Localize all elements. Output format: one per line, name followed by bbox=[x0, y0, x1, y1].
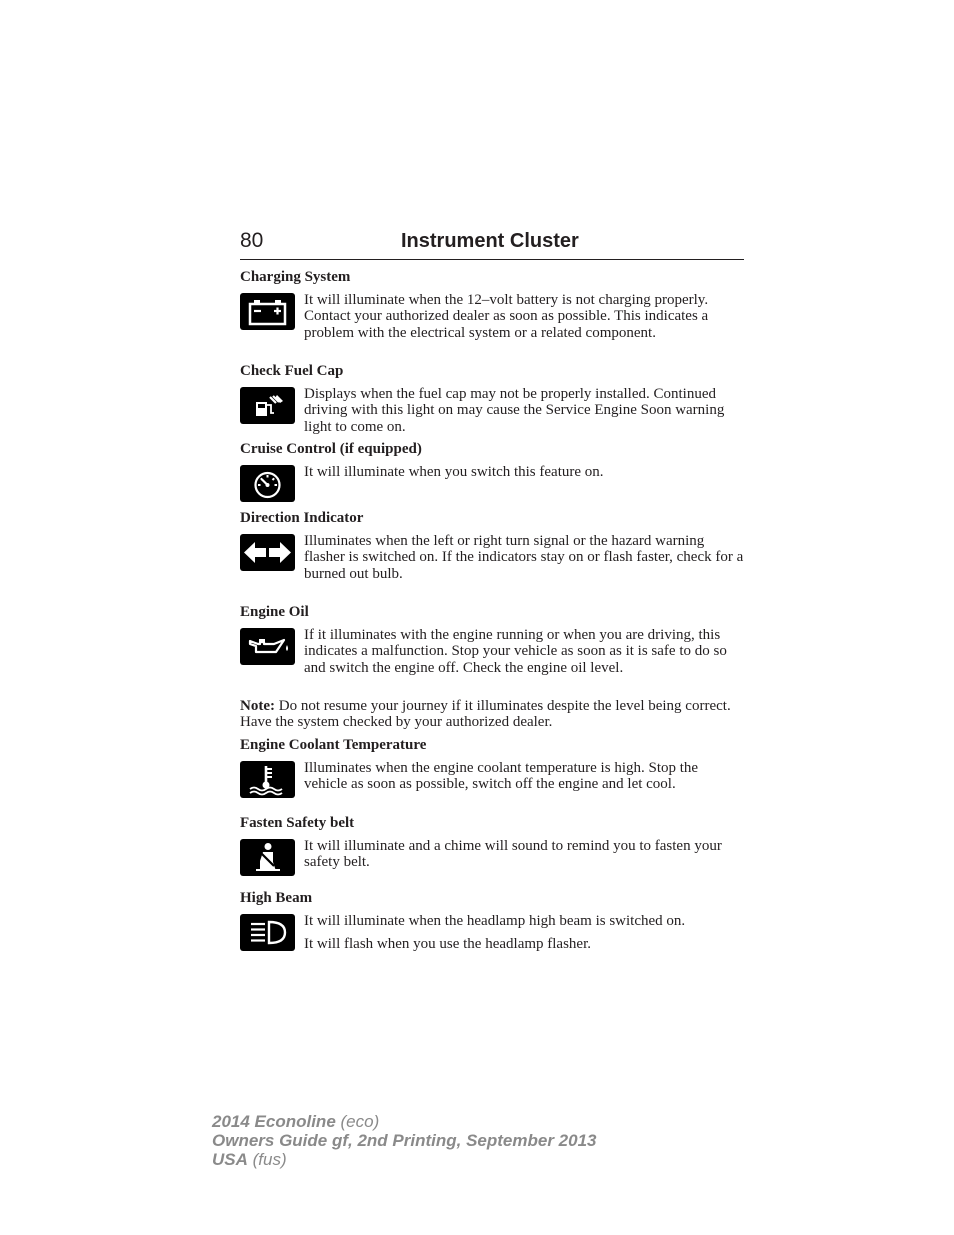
page-header bbox=[240, 229, 744, 260]
footer bbox=[212, 1112, 596, 1169]
section-description: It will illuminate when the headlamp high beam is switched on. bbox=[304, 913, 686, 929]
footer-market-code: (fus) bbox=[247, 1150, 287, 1169]
battery-icon bbox=[240, 293, 295, 330]
high-beam-icon bbox=[240, 914, 295, 951]
section-title: Engine Oil bbox=[240, 604, 309, 620]
section-charging-system bbox=[240, 269, 744, 341]
page-number: 80 bbox=[240, 229, 264, 252]
section-direction-indicator bbox=[240, 510, 744, 582]
coolant-temperature-icon bbox=[240, 761, 295, 798]
section-description: Illuminates when the engine coolant temperature is high. Stop the vehicle as soon as possible, switch off the engine and let cool. bbox=[304, 760, 699, 793]
section-title: Direction Indicator bbox=[240, 510, 364, 526]
section-engine-oil bbox=[240, 604, 744, 676]
section-description: Displays when the fuel cap may not be properly installed. Continued driving with this light on may cause the Service Engine Soon warning light to come on. bbox=[304, 386, 725, 435]
note-label: Note: bbox=[240, 698, 275, 714]
section-description: It will illuminate when you switch this feature on. bbox=[304, 464, 604, 480]
page-title: Instrument Cluster bbox=[401, 230, 579, 252]
section-title: Engine Coolant Temperature bbox=[240, 737, 427, 753]
section-title: Fasten Safety belt bbox=[240, 815, 355, 831]
seatbelt-icon bbox=[240, 839, 295, 876]
section-title: Check Fuel Cap bbox=[240, 363, 344, 379]
footer-printing: Owners Guide gf, 2nd Printing, September 2013 bbox=[212, 1131, 597, 1150]
section-description: It will illuminate when the 12–volt battery is not charging properly. Contact your authorized dealer as soon as possible. This indicates a problem with the electrical system or a related component. bbox=[304, 292, 709, 341]
note-text: Do not resume your journey if it illuminates despite the level being correct. Have the system checked by your authorized dealer. bbox=[240, 698, 731, 731]
section-title: Cruise Control (if equipped) bbox=[240, 441, 422, 457]
cruise-control-icon bbox=[240, 465, 295, 502]
section-description: Illuminates when the left or right turn signal or the hazard warning flasher is switched on. If the indicators stay on or flash faster, check for a burned out bulb. bbox=[304, 533, 744, 582]
section-title: High Beam bbox=[240, 890, 313, 906]
section-check-fuel-cap bbox=[240, 363, 744, 435]
footer-model-code: (eco) bbox=[335, 1112, 380, 1131]
footer-model: 2014 Econoline bbox=[212, 1112, 336, 1131]
footer-market: USA bbox=[212, 1150, 248, 1169]
section-high-beam bbox=[240, 890, 744, 953]
oil-can-icon bbox=[240, 628, 295, 665]
note-paragraph bbox=[240, 698, 744, 731]
section-fasten-safety-belt bbox=[240, 815, 744, 871]
direction-arrows-icon bbox=[240, 534, 295, 571]
section-description-2: It will flash when you use the headlamp flasher. bbox=[304, 936, 592, 953]
section-engine-coolant-temperature bbox=[240, 737, 744, 793]
section-description: It will illuminate and a chime will sound to remind you to fasten your safety belt. bbox=[304, 838, 722, 871]
fuel-cap-icon bbox=[240, 387, 295, 424]
section-cruise-control bbox=[240, 441, 744, 480]
section-description: If it illuminates with the engine running or when you are driving, this indicates a malfunction. Stop your vehicle as soon as it is safe to do so and switch the engine off. Check the engine oil level. bbox=[304, 627, 727, 676]
section-title: Charging System bbox=[240, 269, 351, 285]
